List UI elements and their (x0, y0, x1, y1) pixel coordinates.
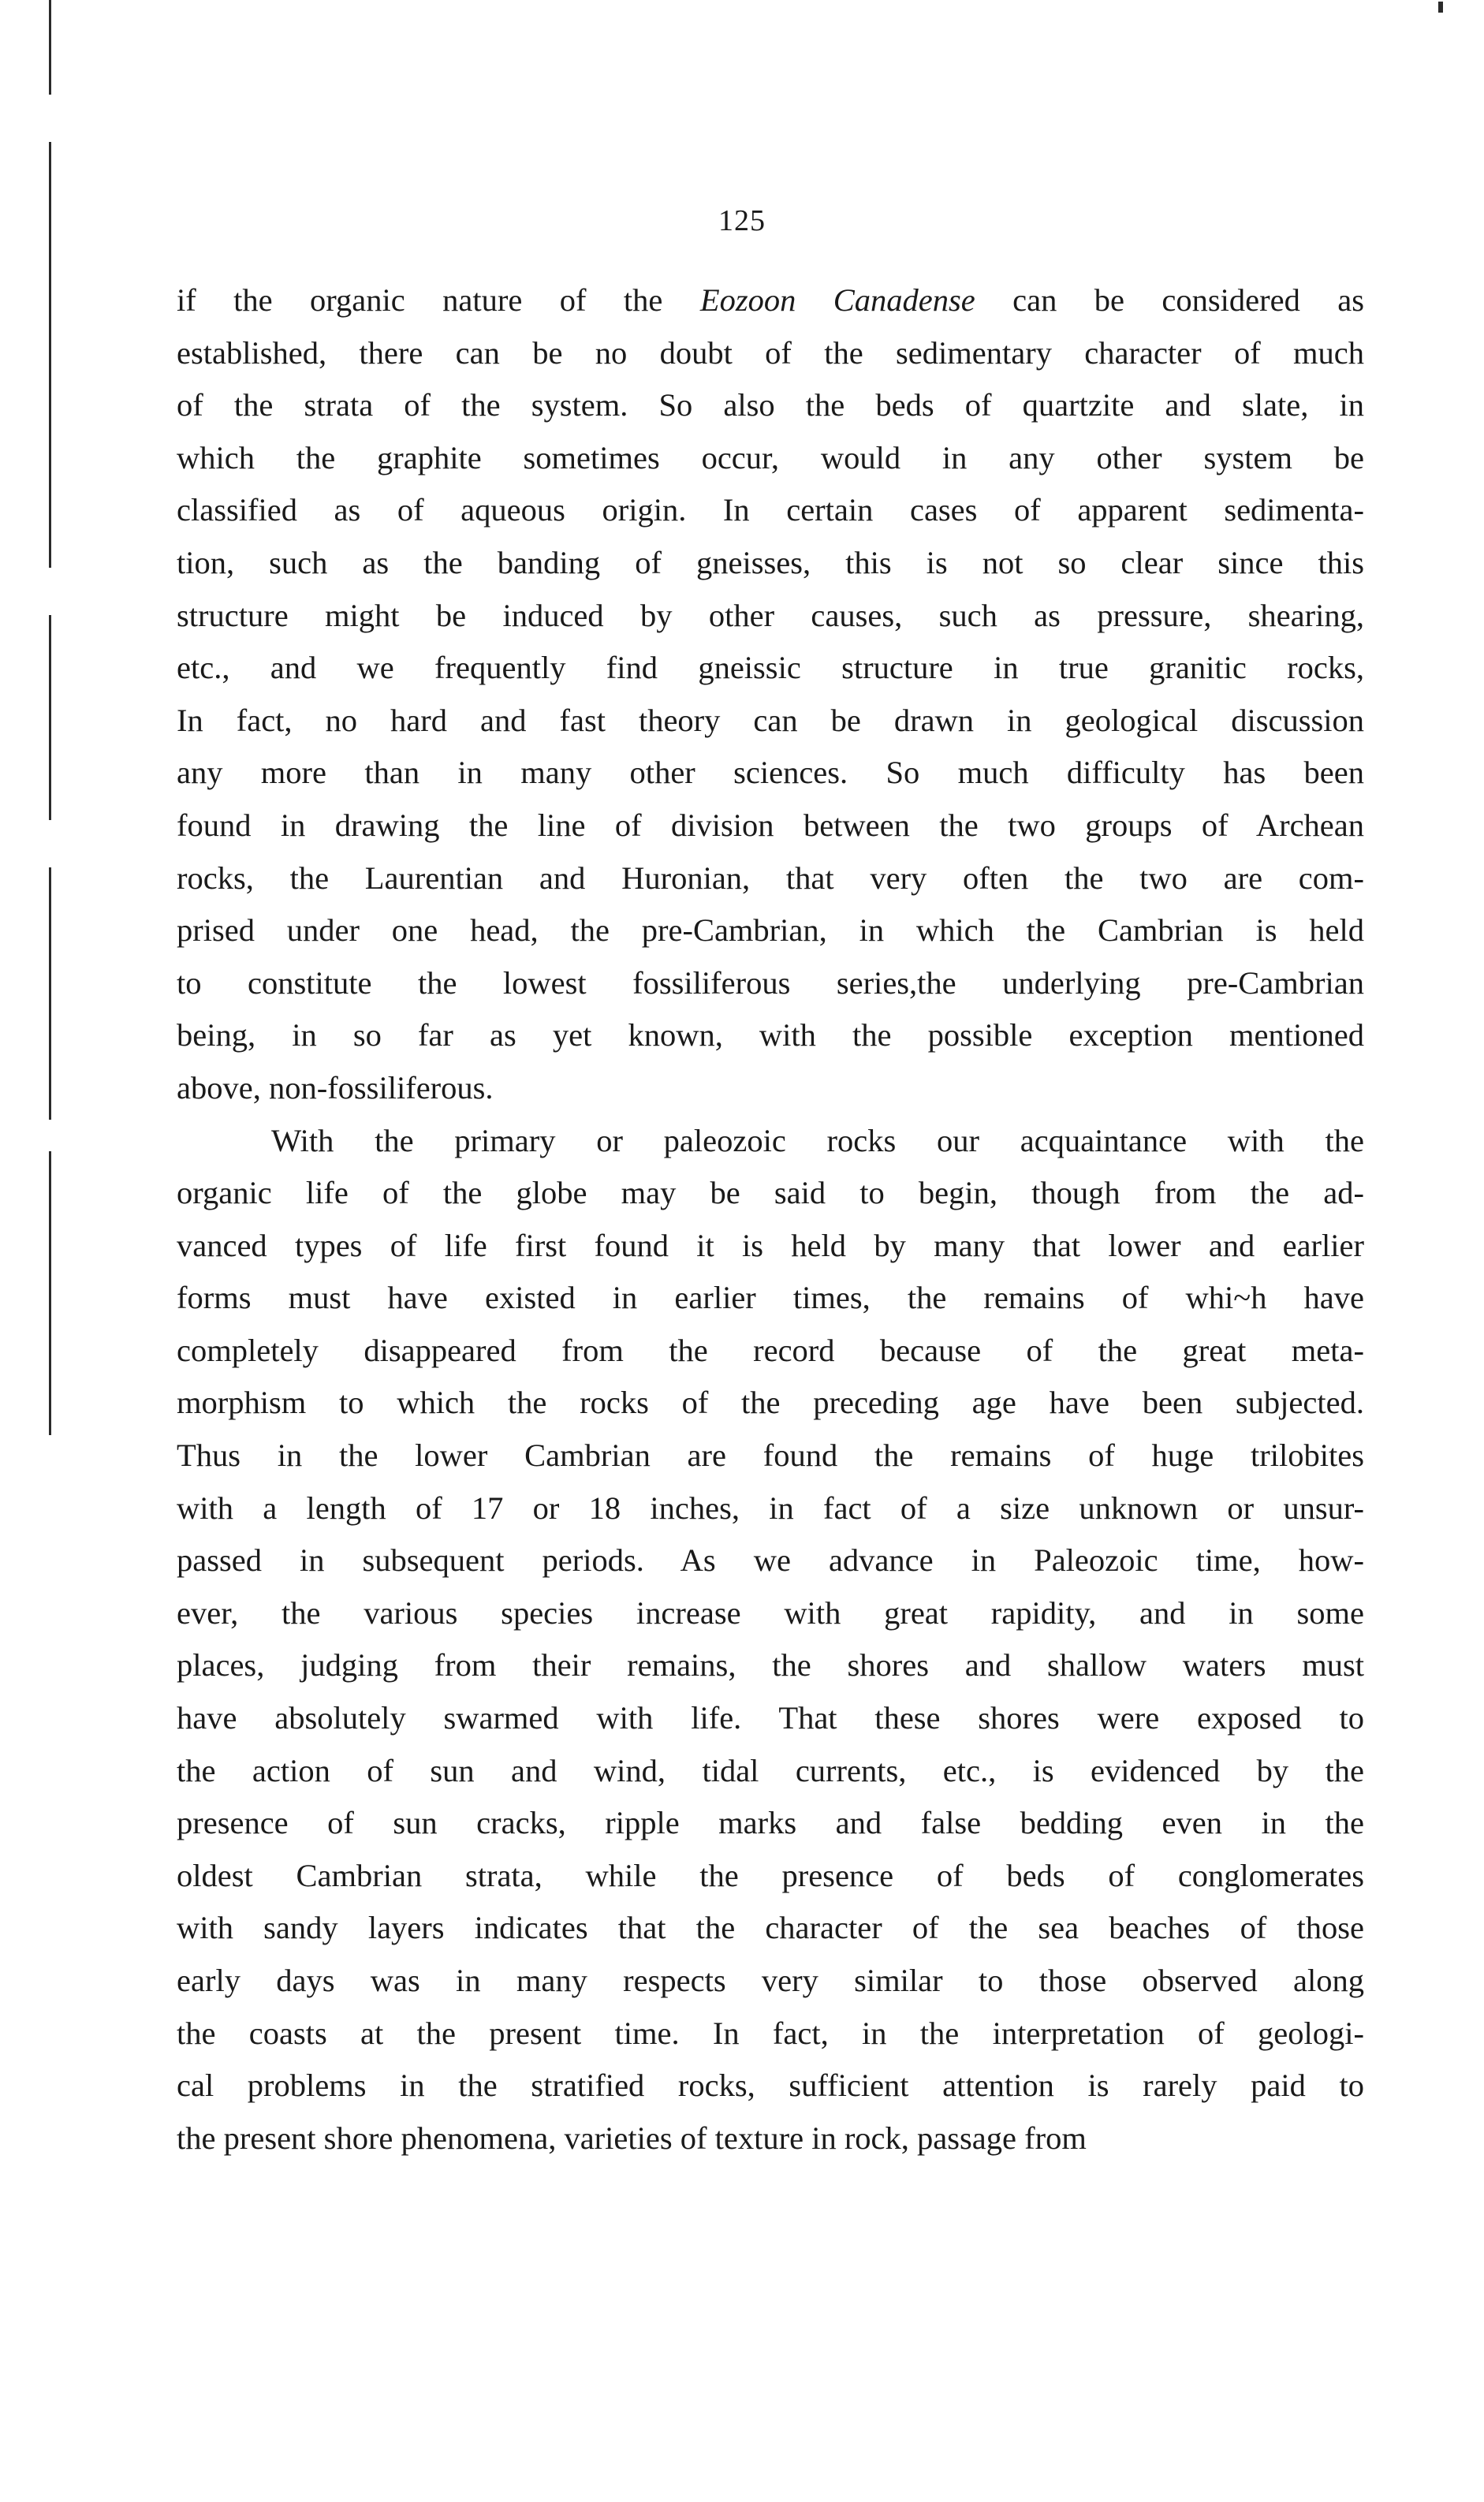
text-line (177, 1692, 1364, 1745)
paragraph (177, 274, 1364, 1115)
text-run: to constitute the lowest fossiliferous series,the underlying pre-Cambrian (177, 964, 1364, 1001)
text-run: In fact, no hard and fast theory can be drawn in geological discussion (177, 702, 1364, 738)
text-line (177, 1797, 1364, 1850)
text-run: which the graphite sometimes occur, would in any other system be (177, 439, 1364, 475)
text-line (177, 642, 1364, 695)
text-line (177, 800, 1364, 852)
text-run: any more than in many other sciences. So much difficulty has been (177, 755, 1364, 791)
text-line (177, 2008, 1364, 2060)
text-run: completely disappeared from the record because of the great meta- (177, 1332, 1364, 1368)
text-line (177, 1167, 1364, 1220)
text-run: early days was in many respects very similar to those observed along (177, 1963, 1364, 1998)
text-run: organic life of the globe may be said to begin, though from the ad- (177, 1175, 1364, 1211)
text-run: rocks, the Laurentian and Huronian, that very often the two are com- (177, 859, 1364, 896)
text-line (177, 1587, 1364, 1640)
text-run: found in drawing the line of division between the two groups of Archean (177, 807, 1364, 843)
text-line (177, 852, 1364, 905)
text-line (177, 695, 1364, 748)
text-run: prised under one head, the pre-Cambrian, in which the Cambrian is held (177, 912, 1364, 949)
text-run: passed in subsequent periods. As we advance in Paleozoic time, how- (177, 1542, 1364, 1579)
scan-edge-segment (49, 0, 51, 95)
text-line (177, 379, 1364, 432)
text-line (177, 1377, 1364, 1430)
text-line (177, 1272, 1364, 1325)
page-number: 125 (718, 204, 766, 237)
text-run: being, in so far as yet known, with the possible exception mentioned (177, 1017, 1364, 1053)
text-run: the action of sun and wind, tidal currents, etc., is evidenced by the (177, 1752, 1364, 1788)
text-run: with sandy layers indicates that the character of the sea beaches of those (177, 1910, 1364, 1946)
text-line (177, 957, 1364, 1010)
text-line (177, 2112, 1364, 2165)
text-line (177, 274, 1364, 327)
text-run: morphism to which the rocks of the preceding age have been subjected. (177, 1385, 1364, 1421)
text-line (177, 1062, 1364, 1115)
scan-edge-segment (49, 615, 51, 820)
text-line (177, 1639, 1364, 1692)
text-run: With the primary or paleozoic rocks our acquaintance with the (271, 1122, 1364, 1158)
text-run: classified as of aqueous origin. In certain cases of apparent sedimenta- (177, 492, 1364, 528)
text-line (177, 747, 1364, 800)
text-run: of the strata of the system. So also the beds of quartzite and slate, in (177, 387, 1364, 423)
text-run: vanced types of life first found it is held by many that lower and earlier (177, 1227, 1364, 1263)
text-line (177, 1115, 1364, 1168)
text-run: places, judging from their remains, the shores and shallow waters must (177, 1647, 1364, 1684)
scan-edge-segment (49, 867, 51, 1120)
text-run: established, there can be no doubt of the sedimentary character of much (177, 334, 1364, 371)
text-run: with a length of 17 or 18 inches, in fact of a size unknown or unsur- (177, 1490, 1364, 1526)
scan-edge-segment (49, 1151, 51, 1435)
text-run: presence of sun cracks, ripple marks and false bedding even in the (177, 1805, 1364, 1841)
text-line (177, 1745, 1364, 1798)
text-line (177, 432, 1364, 485)
text-run: the coasts at the present time. In fact, in the interpretation of geologi- (177, 2015, 1364, 2051)
italic-term: Eozoon Canadense (699, 282, 975, 318)
text-line (177, 1220, 1364, 1273)
text-run: if the organic nature of the (177, 282, 700, 318)
text-line (177, 1482, 1364, 1535)
text-line (177, 1902, 1364, 1955)
text-run: forms must have existed in earlier times, the remains of whi~h have (177, 1280, 1364, 1316)
text-line (177, 2060, 1364, 2112)
text-line (177, 1430, 1364, 1482)
text-run: above, non-fossiliferous. (177, 1069, 494, 1106)
text-run: Thus in the lower Cambrian are found the remains of huge trilobites (177, 1437, 1364, 1474)
text-run: ever, the various species increase with great rapidity, and in some (177, 1594, 1364, 1631)
text-run: structure might be induced by other causes, such as pressure, shearing, (177, 597, 1364, 633)
text-line (177, 484, 1364, 537)
text-run: tion, such as the banding of gneisses, this is not so clear since this (177, 544, 1364, 580)
text-run: etc., and we frequently find gneissic structure in true granitic rocks, (177, 650, 1364, 686)
text-line (177, 904, 1364, 957)
text-run: have absolutely swarmed with life. That these shores were exposed to (177, 1700, 1364, 1736)
text-line (177, 327, 1364, 380)
text-line (177, 1850, 1364, 1903)
text-run: cal problems in the stratified rocks, sufficient attention is rarely paid to (177, 2068, 1364, 2104)
text-line (177, 590, 1364, 643)
body-text (177, 274, 1364, 2165)
text-line (177, 1009, 1364, 1062)
paragraph (177, 1115, 1364, 2165)
text-run: can be considered as (975, 282, 1365, 318)
text-line (177, 1325, 1364, 1378)
text-line (177, 1955, 1364, 2008)
text-line (177, 1534, 1364, 1587)
scan-corner-mark (1438, 2, 1443, 13)
text-run: the present shore phenomena, varieties of texture in rock, passage from (177, 2120, 1087, 2156)
text-line (177, 537, 1364, 590)
text-run: oldest Cambrian strata, while the presence of beds of conglomerates (177, 1857, 1364, 1893)
